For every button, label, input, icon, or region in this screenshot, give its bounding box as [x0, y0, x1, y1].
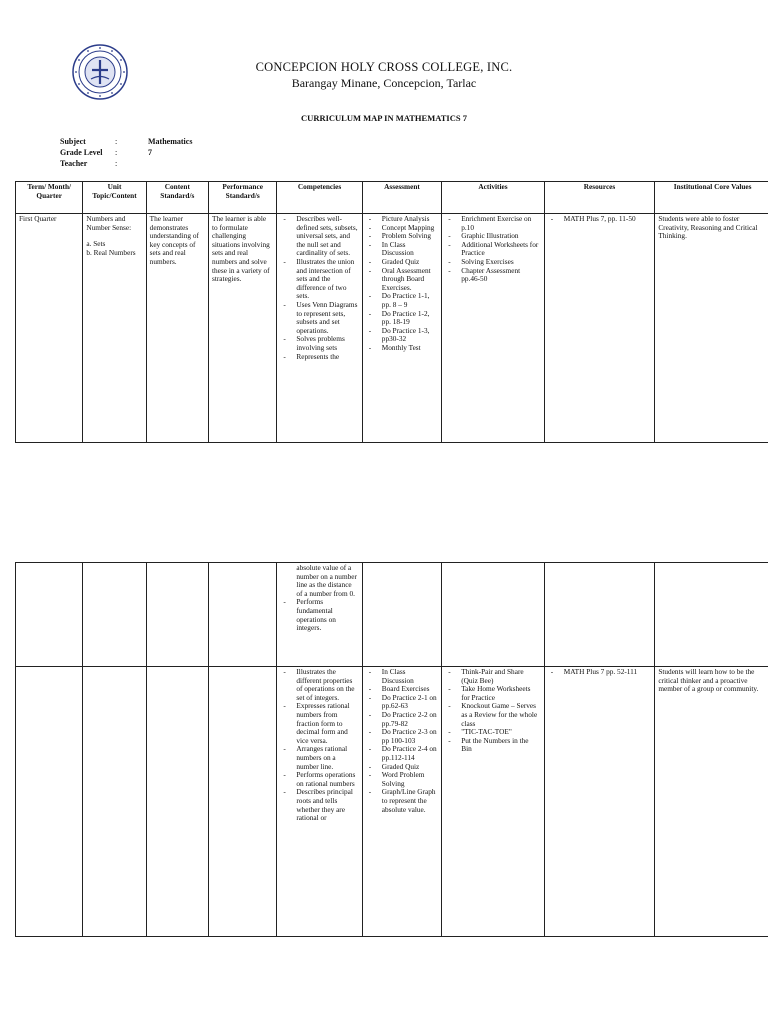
header-unit: Unit Topic/Content [83, 182, 146, 214]
list-item: - Do Practice 1-2, pp. 18-19 [366, 310, 438, 327]
list-item: - Graded Quiz [366, 763, 438, 772]
activities-cell [442, 563, 545, 667]
colon: : [115, 148, 118, 157]
competencies-cell [277, 214, 362, 443]
college-name: CONCEPCION HOLY CROSS COLLEGE, INC. [255, 60, 513, 74]
list-item: - Performs operations on rational numbers [280, 771, 358, 788]
content-standard-cell [146, 667, 208, 937]
subject-value: Mathematics [148, 137, 193, 146]
performance-standard-cell [209, 563, 277, 667]
list-item: - Concept Mapping [366, 224, 438, 233]
core-values-cell [655, 563, 768, 667]
core-values-cell: Students were able to foster Creativity, Reasoning and Critical Thinking. [655, 214, 768, 443]
college-address: Barangay Minane, Concepcion, Tarlac [291, 76, 477, 90]
performance-standard-cell: The learner is able to formulate challenging situations involving sets and real numbers and solve these in a variety of strategies. [209, 214, 277, 443]
table-row [16, 214, 768, 443]
header-term: Term/ Month/ Quarter [16, 182, 83, 214]
subject-label: Subject [60, 137, 86, 146]
list-item: - Take Home Worksheets for Practice [445, 685, 541, 702]
unit-title: Numbers and Number Sense: [86, 214, 132, 232]
competencies-cell [277, 563, 362, 667]
list-item: - Enrichment Exercise on p.10 [445, 215, 541, 232]
list-item: - Picture Analysis [366, 215, 438, 224]
list-item: - Expresses rational numbers from fraction form to decimal form and vice versa. [280, 702, 358, 745]
list-item: - Do Practice 2-4 on pp.112-114 [366, 745, 438, 762]
resources-cell [544, 667, 655, 937]
table-row [16, 563, 768, 667]
list-item: - Solves problems involving sets [280, 335, 358, 352]
grade-level-label: Grade Level [60, 148, 103, 157]
list-item: - Performs fundamental operations on integers. [280, 598, 358, 632]
list-item: - Do Practice 2-3 on pp 100-103 [366, 728, 438, 745]
header-competencies: Competencies [277, 182, 362, 214]
unit-cell [83, 667, 146, 937]
header-assessment: Assessment [362, 182, 441, 214]
list-item: - Do Practice 2-2 on pp.79-82 [366, 711, 438, 728]
list-item: - "TIC-TAC-TOE" [445, 728, 541, 737]
list-item: - Knockout Game – Serves as a Review for the whole class [445, 702, 541, 728]
teacher-label: Teacher [60, 159, 88, 168]
term-cell [16, 667, 83, 937]
grade-level-value: 7 [148, 148, 152, 157]
resources-cell [544, 214, 655, 443]
list-item: - In Class Discussion [366, 668, 438, 685]
list-item: - Chapter Assessment pp.46-50 [445, 267, 541, 284]
assessment-cell [362, 214, 441, 443]
content-standard-cell [146, 563, 208, 667]
activities-cell [442, 214, 545, 443]
header-content-standard: Content Standard/s [146, 182, 208, 214]
header-activities: Activities [442, 182, 545, 214]
unit-item: a. Sets [86, 239, 106, 249]
list-item: - Graphic Illustration [445, 232, 541, 241]
list-item: - Think-Pair and Share (Quiz Bee) [445, 668, 541, 685]
list-item: - Graph/Line Graph to represent the absolute value. [366, 788, 438, 814]
assessment-cell [362, 667, 441, 937]
list-item: - Describes principal roots and tells whether they are rational or [280, 788, 358, 822]
list-item: - Describes well-defined sets, subsets, universal sets, and the null set and cardinality of sets. [280, 215, 358, 258]
list-item: - Arranges rational numbers on a number line. [280, 745, 358, 771]
colon: : [115, 137, 118, 146]
list-item: - Oral Assessment through Board Exercises. [366, 267, 438, 293]
list-item: - Represents the [280, 353, 358, 362]
list-item: - Uses Venn Diagrams to represent sets, subsets and set operations. [280, 301, 358, 335]
core-values-cell: Students will learn how to be the critical thinker and a proactive member of a group or community. [655, 667, 768, 937]
term-cell: First Quarter [16, 214, 83, 443]
content-standard-cell: The learner demonstrates understanding of key concepts of sets and real numbers. [146, 214, 208, 443]
unit-cell [83, 214, 146, 443]
unit-cell [83, 563, 146, 667]
list-item: - Graded Quiz [366, 258, 438, 267]
list-item: - Illustrates the union and intersection of sets and the difference of two sets. [280, 258, 358, 301]
list-item: - Do Practice 1-1, pp. 8 – 9 [366, 292, 438, 309]
list-item: - Monthly Test [366, 344, 438, 353]
list-item: - Solving Exercises [445, 258, 541, 267]
colon: : [115, 159, 118, 168]
document-title: CURRICULUM MAP IN MATHEMATICS 7 [301, 113, 467, 123]
term-cell [16, 563, 83, 667]
performance-standard-cell [209, 667, 277, 937]
header-performance-standard: Performance Standard/s [209, 182, 277, 214]
curriculum-table-page-1 [15, 181, 768, 443]
curriculum-table-page-2 [15, 562, 768, 937]
unit-item: b. Real Numbers [86, 247, 136, 257]
assessment-cell [362, 563, 441, 667]
list-item: - Do Practice 2-1 on pp.62-63 [366, 694, 438, 711]
list-item: - MATH Plus 7, pp. 11-50 [548, 215, 652, 224]
competencies-cell [277, 667, 362, 937]
header-core-values: Institutional Core Values [655, 182, 768, 214]
info-block [60, 136, 192, 169]
list-item: - MATH Plus 7 pp. 52-111 [548, 668, 652, 677]
list-item: - Board Exercises [366, 685, 438, 694]
list-item: - Do Practice 1-3, pp30-32 [366, 327, 438, 344]
list-item: - Word Problem Solving [366, 771, 438, 788]
list-item: - Additional Worksheets for Practice [445, 241, 541, 258]
competency-continued: absolute value of a number on a number line as the distance of a number from 0. [296, 563, 357, 598]
resources-cell [544, 563, 655, 667]
list-item: - Problem Solving [366, 232, 438, 241]
list-item: - Illustrates the different properties of operations on the set of integers. [280, 668, 358, 702]
list-item: - In Class Discussion [366, 241, 438, 258]
header-resources: Resources [544, 182, 655, 214]
list-item: - Put the Numbers in the Bin [445, 737, 541, 754]
table-row [16, 667, 768, 937]
activities-cell [442, 667, 545, 937]
